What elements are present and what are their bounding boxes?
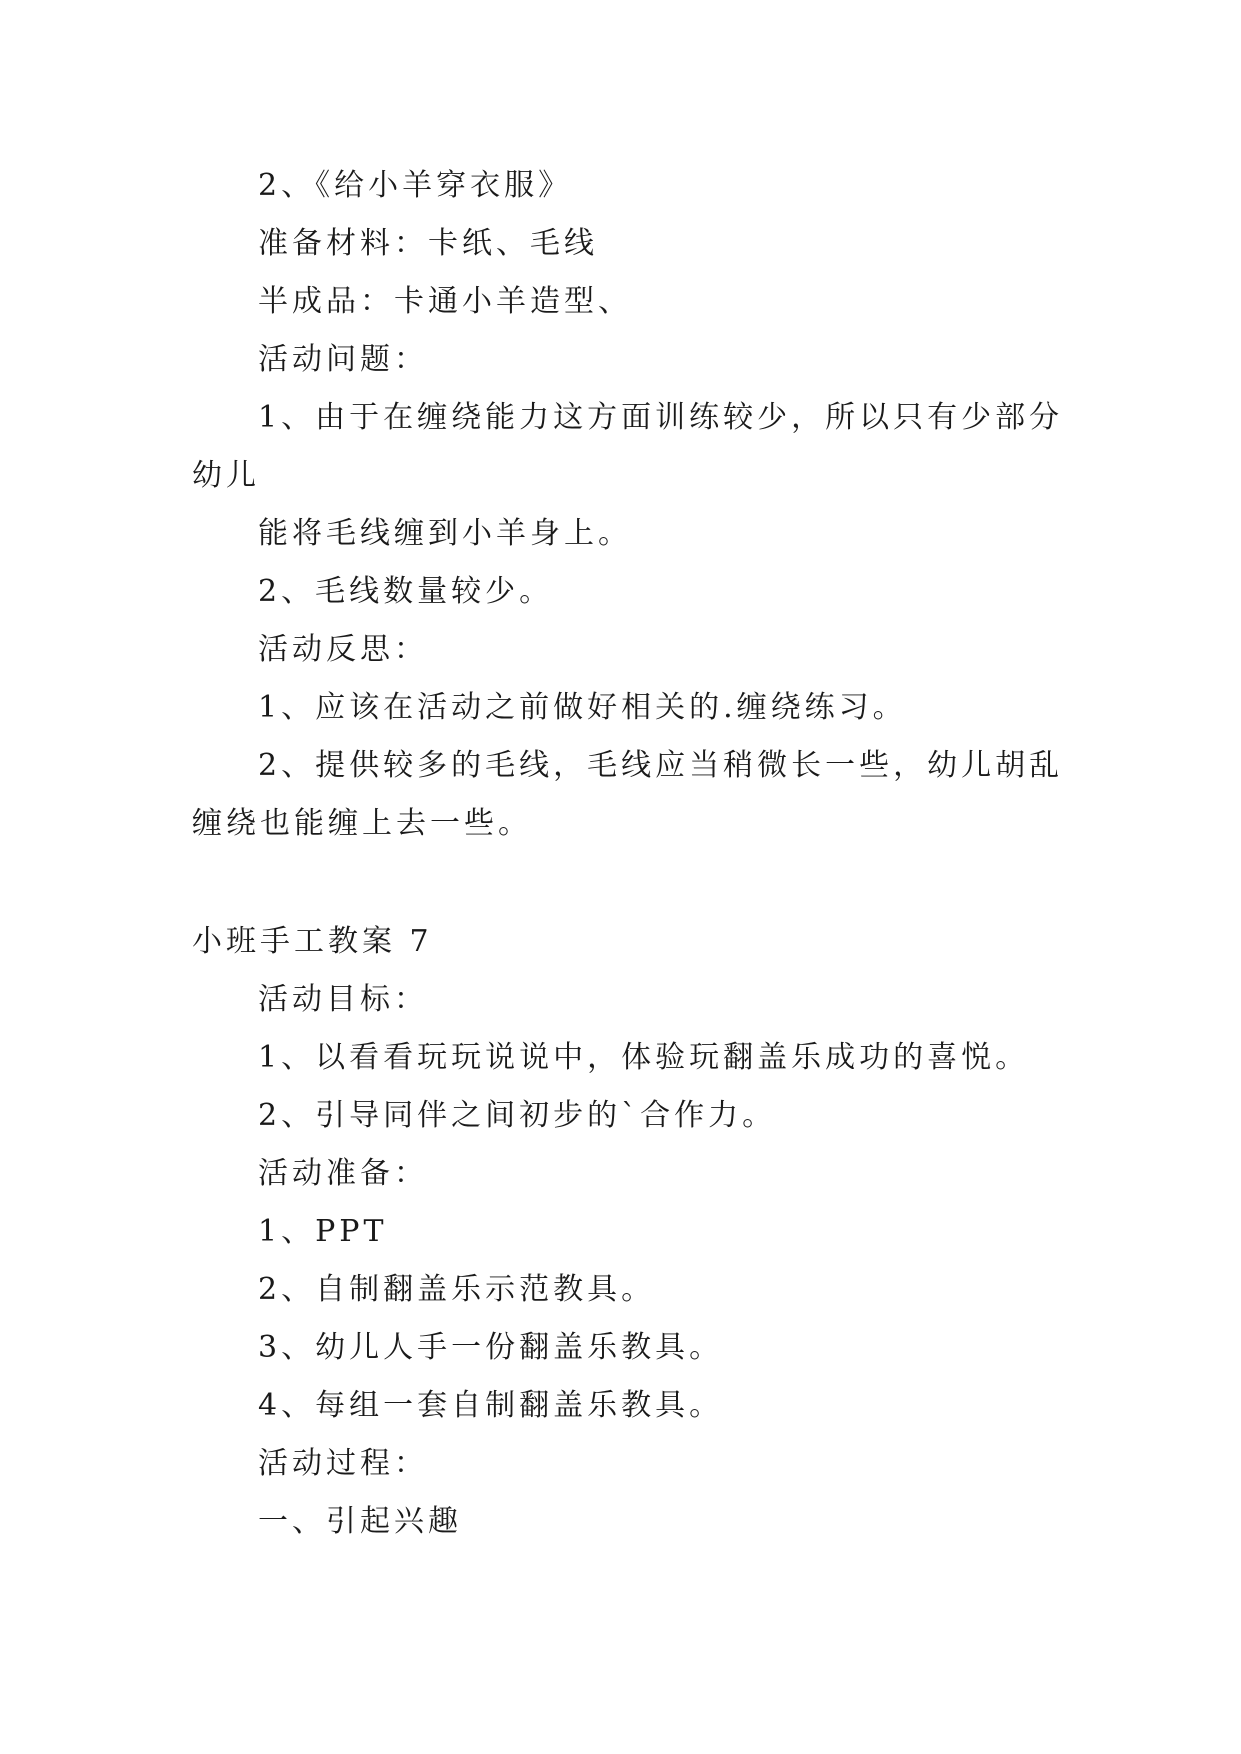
prep-3: 3、幼儿人手一份翻盖乐教具。 — [258, 1330, 724, 1365]
prep-1: 1、PPT — [258, 1214, 388, 1249]
goal-1: 1、以看看玩玩说说中，体验玩翻盖乐成功的喜悦。 — [258, 1040, 1030, 1075]
activity-title: 2、《给小羊穿衣服》 — [258, 168, 573, 203]
materials-line: 准备材料：卡纸、毛线 — [258, 226, 598, 261]
reflection-2-line-2: 缠绕也能缠上去一些。 — [192, 806, 532, 841]
prep-heading: 活动准备： — [258, 1156, 428, 1191]
reflection-2-line-1: 2、提供较多的毛线，毛线应当稍微长一些，幼儿胡乱 — [258, 748, 1064, 783]
process-heading: 活动过程： — [258, 1446, 428, 1481]
problem-1-line-3: 能将毛线缠到小羊身上。 — [258, 516, 632, 551]
process-step-1: 一、引起兴趣 — [258, 1504, 462, 1539]
problem-2: 2、毛线数量较少。 — [258, 574, 554, 609]
prep-4: 4、每组一套自制翻盖乐教具。 — [258, 1388, 724, 1423]
reflection-heading: 活动反思： — [258, 632, 428, 667]
problems-heading: 活动问题： — [258, 342, 428, 377]
goal-2: 2、引导同伴之间初步的`合作力。 — [258, 1098, 777, 1133]
prep-2: 2、自制翻盖乐示范教具。 — [258, 1272, 656, 1307]
problem-1-line-1: 1、由于在缠绕能力这方面训练较少，所以只有少部分 — [258, 400, 1064, 435]
reflection-1: 1、应该在活动之前做好相关的.缠绕练习。 — [258, 690, 907, 725]
goals-heading: 活动目标： — [258, 982, 428, 1017]
problem-1-line-2: 幼儿 — [192, 458, 260, 493]
section-title: 小班手工教案 7 — [192, 924, 433, 959]
semi-finished-line: 半成品：卡通小羊造型、 — [258, 284, 632, 319]
